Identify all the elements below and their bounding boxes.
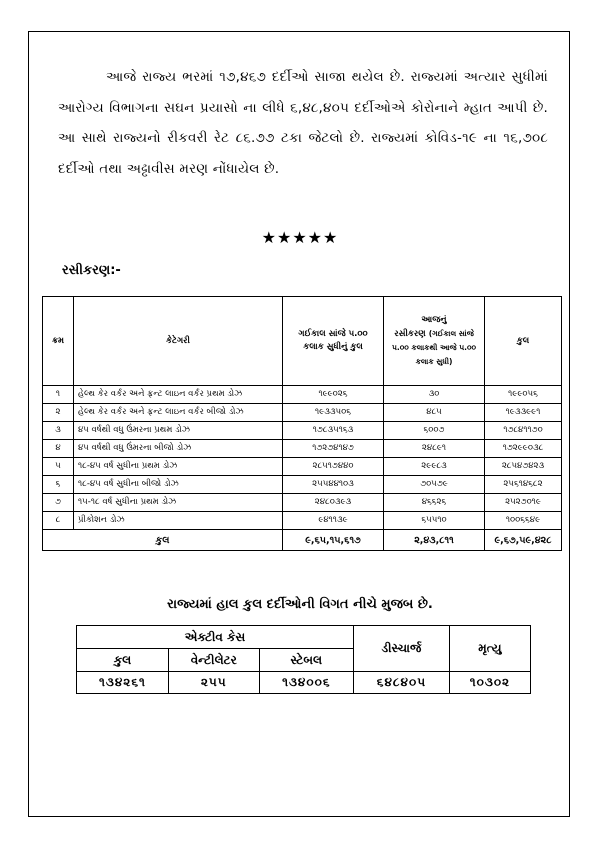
header-today-line1: આજનું [421, 314, 447, 325]
value-active-total: ૧૩૪૨૬૧ [77, 672, 169, 694]
vaccination-heading: રસીકરણ:- [62, 263, 121, 278]
value-discharge: ૬૪૮૪૦૫ [354, 672, 450, 694]
cell-serial-no: ૧ [43, 386, 74, 404]
cell-till-yesterday: ૨૪૮૦૩૯૩ [283, 494, 384, 512]
intro-text [58, 62, 548, 184]
header-today-line2: રસીકરણ [394, 328, 426, 339]
table-row [43, 512, 562, 530]
cell-total: ૨૮૫૪૭૪૨૩ [485, 458, 562, 476]
table-row [43, 494, 562, 512]
cell-category: હેલ્થ કેર વર્કર અને ફ્રન્ટ લાઇન વર્કર બીજો ડોઝ [74, 404, 283, 422]
cell-today: ૬૦૦૭ [384, 422, 485, 440]
value-ventilator: ૨૫૫ [168, 672, 259, 694]
header-total: કુલ [485, 297, 562, 386]
cell-total: ૧૯૯૦૫૬ [485, 386, 562, 404]
total-today: ૨,૪૩,૮૧૧ [384, 530, 485, 551]
cell-category: પ્રીકોશન ડોઝ [74, 512, 283, 530]
cell-total: ૨૫૨૭૦૧૯ [485, 494, 562, 512]
cell-serial-no: ૭ [43, 494, 74, 512]
cell-serial-no: ૫ [43, 458, 74, 476]
cell-till-yesterday: ૨૫૫૪૪૧૦૩ [283, 476, 384, 494]
header-today [384, 297, 485, 386]
cell-till-yesterday: ૧૯૯૦૨૬ [283, 386, 384, 404]
cell-category: ૪૫ વર્ષથી વધુ ઉંમરના પ્રથમ ડોઝ [74, 422, 283, 440]
cell-category: હેલ્થ કેર વર્કર અને ફ્રન્ટ લાઇન વર્કર પ્રથમ ડોઝ [74, 386, 283, 404]
value-stable: ૧૩૪૦૦૬ [259, 672, 353, 694]
total-grand: ૯,૬૭,૫૯,૪૨૮ [485, 530, 562, 551]
total-till-yesterday: ૯,૬૫,૧૫,૬૧૭ [283, 530, 384, 551]
total-label: કુલ [43, 530, 283, 551]
table-row [43, 404, 562, 422]
cell-today: ૩૦ [384, 386, 485, 404]
cell-till-yesterday: ૨૮૫૧૭૪૪૦ [283, 458, 384, 476]
cell-till-yesterday: ૯૪૧૧૩૯ [283, 512, 384, 530]
cell-total: ૧૭૮૪૧૧૭૦ [485, 422, 562, 440]
header-till-yesterday: ગઈકાલ સાંજે ૫.૦૦ કલાક સુધીનું કુલ [283, 297, 384, 386]
cell-today: ૭૦૫૭૯ [384, 476, 485, 494]
header-active-total: કુલ [77, 649, 169, 672]
intro-paragraph: આજે રાજ્ય ભરમાં ૧૭,૪૬૭ દર્દીઓ સાજા થયેલ છે. રાજ્યમાં અત્યાર સુધીમાં આરોગ્ય વિભાગના સઘન પ્રયાસો ના લીધે ૬,૪૮,૪૦૫ દર્દીઓએ કોરોનાને મ્હાત આપી છે. આ સાથે રાજ્યનો રીકવરી રેટ ૮૬.૭૭ ટકા જેટલો છે. રાજ્યમાં કોવિડ-૧૯ ના ૧૬,૭૦૮ દર્દીઓ તથા અઢ્ઢાવીસ મરણ નોંધાયેલ છે. [58, 69, 548, 177]
cell-total: ૨૫૬૧૪૬૮૨ [485, 476, 562, 494]
table-row [43, 422, 562, 440]
section-separator-stars: ★★★★★ [261, 228, 339, 247]
total-row [43, 530, 562, 551]
table-row [43, 386, 562, 404]
status-header-row-1 [77, 626, 531, 649]
vaccination-table [42, 296, 562, 551]
header-death: મૃત્યુ [449, 626, 530, 672]
vaccination-header-row [43, 297, 562, 386]
header-serial-no: ક્રમ [43, 297, 74, 386]
header-category: કેટેગરી [74, 297, 283, 386]
header-active-cases: એક્ટીવ કેસ [77, 626, 354, 649]
cell-today: ૪૬૬૨૬ [384, 494, 485, 512]
cell-serial-no: ૪ [43, 440, 74, 458]
cell-serial-no: ૨ [43, 404, 74, 422]
cell-category: ૧૮-૪૫ વર્ષ સુધીના બીજો ડોઝ [74, 476, 283, 494]
status-values-row [77, 672, 531, 694]
cell-category: ૧૫-૧૮ વર્ષ સુધીના પ્રથમ ડોઝ [74, 494, 283, 512]
value-death: ૧૦૩૦૨ [449, 672, 530, 694]
table-row [43, 458, 562, 476]
cell-total: ૧૭૨૯૯૦૩૮ [485, 440, 562, 458]
header-discharge: ડીસ્ચાર્જ [354, 626, 450, 672]
cell-till-yesterday: ૧૭૨૭૪૧૪૭ [283, 440, 384, 458]
table-row [43, 476, 562, 494]
cell-total: ૧૦૦૬૬૪૯ [485, 512, 562, 530]
table-row [43, 440, 562, 458]
cell-till-yesterday: ૧૯૩૩૫૦૬ [283, 404, 384, 422]
patient-status-heading: રાજ્યમાં હાલ કુલ દર્દીઓની વિગત નીચે મુજબ છે. [167, 597, 433, 612]
cell-till-yesterday: ૧૭૮૩૫૧૬૩ [283, 422, 384, 440]
cell-today: ૨૪૮૯૧ [384, 440, 485, 458]
cell-today: ૬૫૫૧૦ [384, 512, 485, 530]
cell-category: ૧૮-૪૫ વર્ષ સુધીના પ્રથમ ડોઝ [74, 458, 283, 476]
cell-category: ૪૫ વર્ષથી વધુ ઉંમરના બીજો ડોઝ [74, 440, 283, 458]
header-stable: સ્ટેબલ [259, 649, 353, 672]
cell-today: ૨૯૯૮૩ [384, 458, 485, 476]
cell-serial-no: ૬ [43, 476, 74, 494]
cell-today: ૪૮૫ [384, 404, 485, 422]
cell-serial-no: ૮ [43, 512, 74, 530]
cell-serial-no: ૩ [43, 422, 74, 440]
header-ventilator: વેન્ટીલેટર [168, 649, 259, 672]
header-today-line3: (ગઈકાલ સાંજે ૫.૦૦ કલાકથી આજે ૫.૦૦ કલાક સુધી) [391, 328, 477, 366]
cell-total: ૧૯૩૩૯૯૧ [485, 404, 562, 422]
patient-status-table [76, 625, 531, 694]
